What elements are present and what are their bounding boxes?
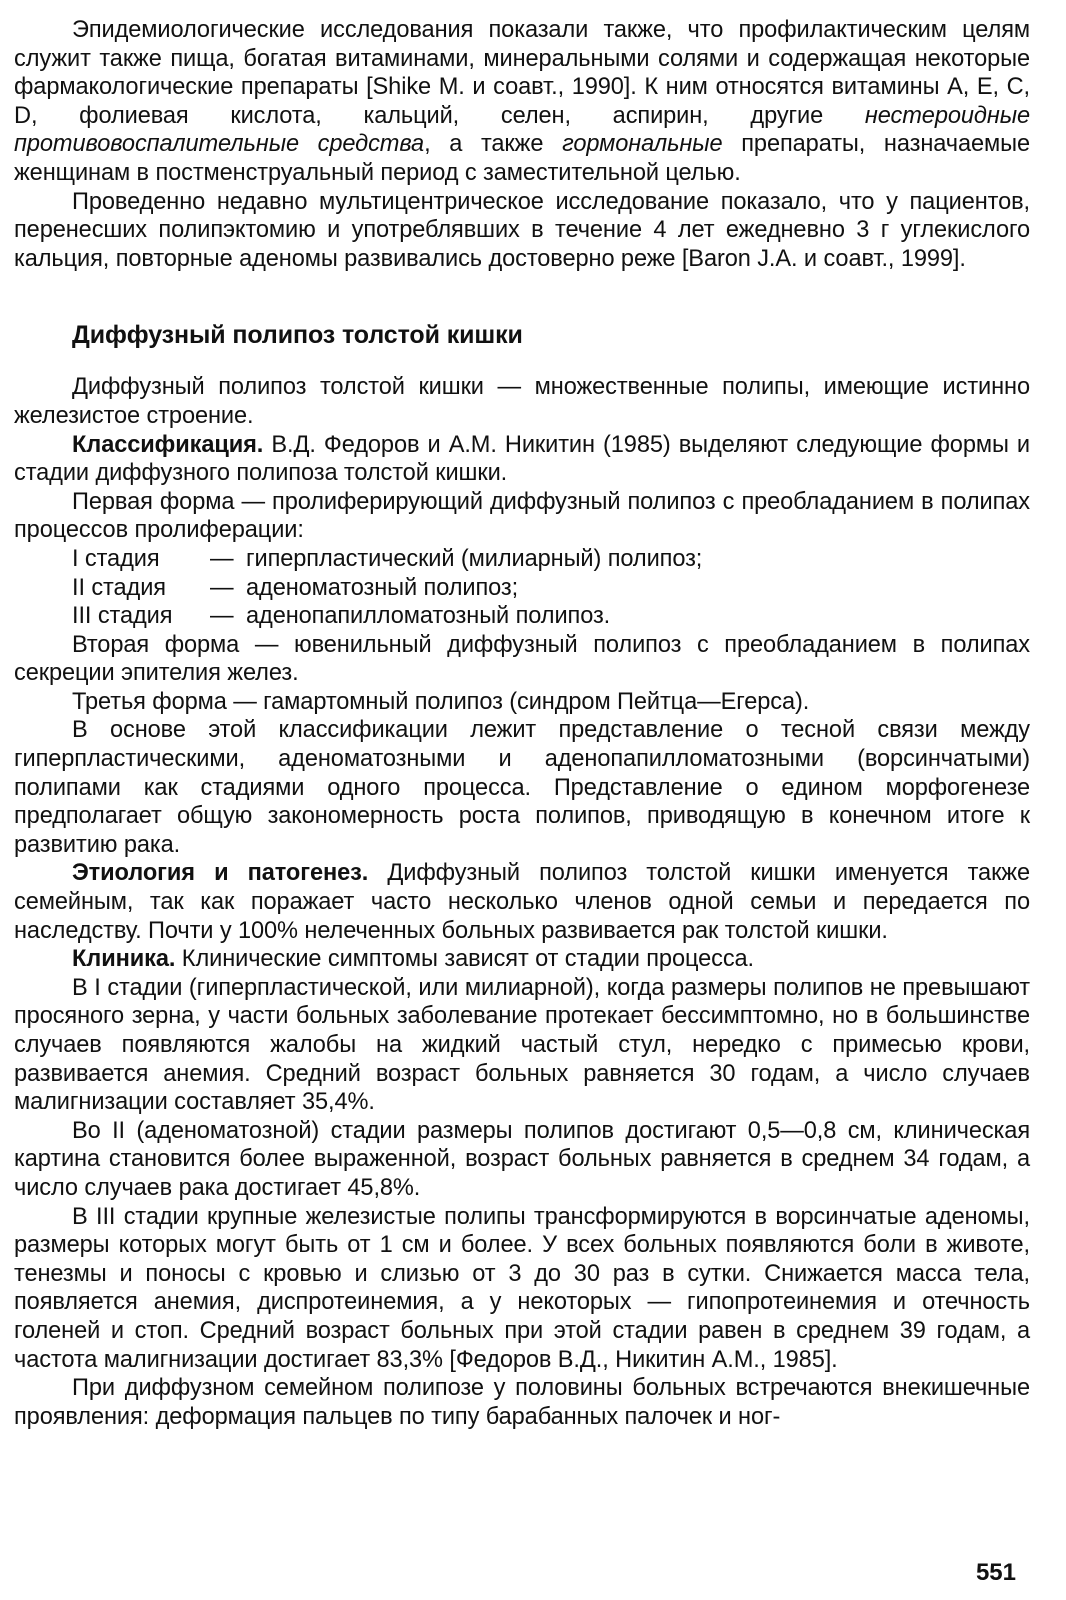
paragraph-text: В.Д. Федоров и А.М. Никитин (1985) выделяют следующие формы и стадии диффузного полипоза толстой кишки. [14, 431, 1030, 487]
italic-term: гормональные [562, 131, 723, 158]
paragraph-first-form: Первая форма — пролиферирующий диффузный полипоз с преобладанием в полипах процессов пролиферации: [14, 488, 1030, 544]
stage-text: гиперпластический (милиарный) полипоз; [246, 545, 703, 572]
paragraph-classification-basis: В основе этой классификации лежит представление о тесной связи между гиперпластическими, аденоматозными и аденопапилломатозными (ворсинчатыми) полипами как стадиями одного процесса. Представление о едином морфогенезе предполагает общую закономерность роста полипов, приводящую в конечном итоге к развитию рака. [14, 717, 1030, 858]
stage-dash: — [210, 574, 234, 601]
paragraph-extraintestinal: При диффузном семейном полипозе у половины больных встречаются внекишечные проявления: деформация пальцев по типу барабанных палочек и ног- [14, 1375, 1030, 1430]
paragraph-study: Проведенно недавно мультицентрическое исследование показало, что у пациентов, перенесших полипэктомию и употреблявших в течение 4 лет ежедневно 3 г углекислого кальция, повторные аденомы развивались достоверно реже [Baron J.A. и соавт., 1999]. [14, 188, 1030, 272]
paragraph-etiology [14, 859, 1030, 945]
stage-text: аденоматозный полипоз; [246, 574, 519, 601]
stage-dash: — [210, 545, 234, 572]
bold-lead: Этиология и патогенез. [72, 860, 369, 887]
body-text [14, 16, 1030, 1431]
paragraph-text: препараты, назначаемые женщинам в постменструальный период с заместительной целью. [14, 131, 1030, 186]
italic-term: нестероидные противовоспалительные средства [14, 102, 1030, 158]
stage-item [72, 574, 1030, 603]
paragraph-third-form: Третья форма — гамартомный полипоз (синдром Пейтца—Егерса). [72, 688, 810, 715]
stage-label: III стадия [72, 603, 173, 630]
section-heading: Диффузный полипоз толстой кишки [72, 321, 523, 350]
paragraph-stage-three: В III стадии крупные железистые полипы трансформируются в ворсинчатые аденомы, размеры которых могут быть от 1 см и более. У всех больных появляются боли в животе, тенезмы и поносы с кровью и слизью от 3 до 30 раз в сутки. Снижается масса тела, появляется анемия, диспротеинемия, а у некоторых — гипопротеинемия и отечность голеней и стоп. Средний возраст больных при этой стадии равен в среднем 39 годам, а частота малигнизации достигает 83,3% [Федоров В.Д., Никитин А.М., 1985]. [14, 1203, 1030, 1373]
page-number: 551 [975, 1559, 1016, 1586]
stage-dash: — [210, 603, 234, 630]
paragraph-definition: Диффузный полипоз толстой кишки — множественные полипы, имеющие истинно железистое строение. [14, 374, 1030, 429]
bold-lead: Клиника. [72, 946, 176, 973]
paragraph-text: Эпидемиологические исследования показали также, что профилактическим целям служит также пища, богатая витаминами, минеральными солями и содержащая некоторые фармакологические препараты [Shike M. и соавт., 1990]. К ним относятся витамины А, Е, С, D, фолиевая кислота, кальций, селен, аспирин, другие [14, 17, 1030, 129]
paragraph-prevention [14, 16, 1030, 188]
bold-lead: Классификация. [72, 431, 264, 458]
paragraph-text: Диффузный полипоз толстой кишки именуется также семейным, так как поражает часто несколько членов одной семьи и передается по наследству. Почти у 100% нелеченных больных развивается рак толстой кишки. [14, 860, 1030, 944]
paragraph-text: Клинические симптомы зависят от стадии процесса. [175, 946, 755, 973]
paragraph-second-form: Вторая форма — ювенильный диффузный полипоз с преобладанием в полипах секреции эпителия желез. [14, 631, 1030, 687]
paragraph-classification [14, 431, 1030, 488]
stage-label: I стадия [72, 545, 160, 572]
stage-item [72, 602, 1030, 631]
paragraph-stage-one: В I стадии (гиперпластической, или милиарной), когда размеры полипов не превышают просяного зерна, у части больных заболевание протекает бессимптомно, но в большинстве случаев появляются жалобы на жидкий частый стул, нередко с примесью крови, развивается анемия. Средний возраст больных равняется 30 годам, а число случаев малигнизации составляет 35,4%. [14, 974, 1030, 1116]
paragraph-text: , а также [424, 131, 563, 158]
stage-text: аденопапилломатозный полипоз. [246, 603, 611, 630]
stage-item [72, 545, 1030, 574]
paragraph-stage-two: Во II (аденоматозной) стадии размеры полипов достигают 0,5—0,8 см, клиническая картина становится более выраженной, возраст больных равняется в среднем 34 годам, а число случаев рака достигает 45,8%. [14, 1117, 1030, 1201]
paragraph-clinic [14, 945, 1030, 974]
stage-label: II стадия [72, 574, 166, 601]
book-page [14, 16, 1030, 1586]
